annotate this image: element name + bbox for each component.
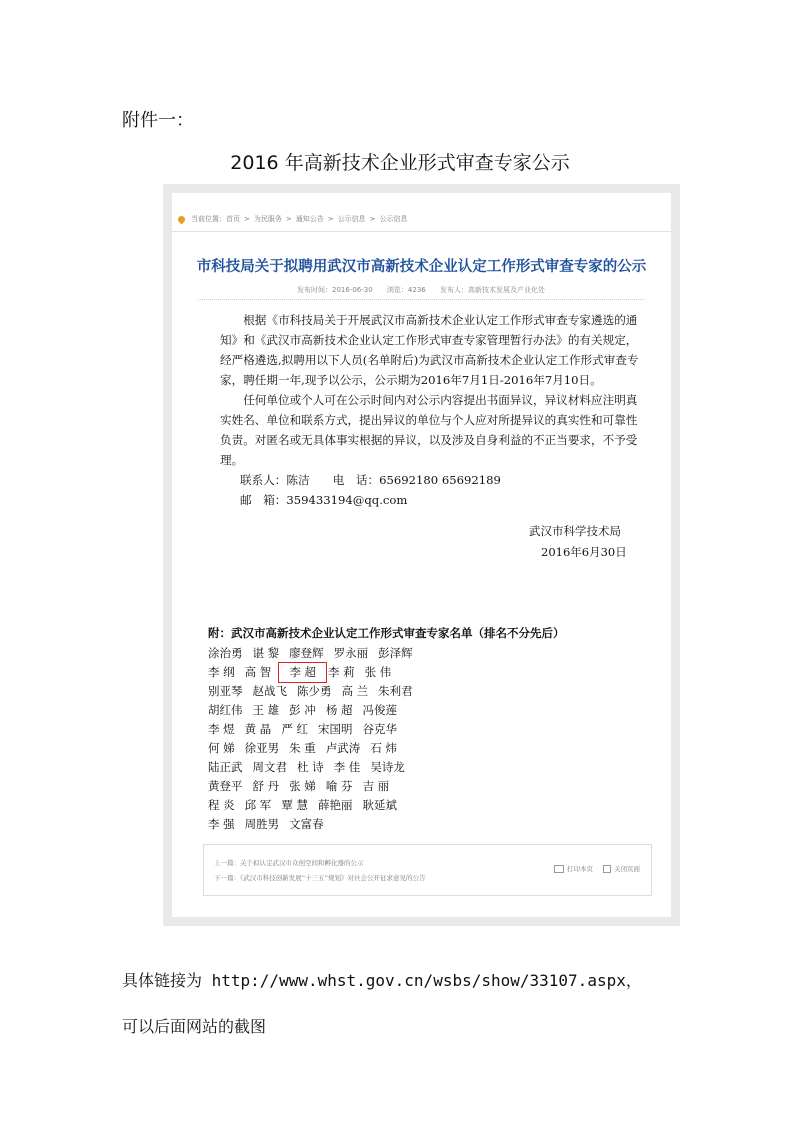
expert-name: 耿延斌 xyxy=(362,798,397,812)
expert-name: 谌 黎 xyxy=(252,646,280,660)
website-screenshot xyxy=(163,184,680,926)
expert-name: 高 智 xyxy=(244,665,272,679)
breadcrumb xyxy=(178,211,412,227)
view-count: 浏览：4236 xyxy=(386,286,426,294)
breadcrumb-separator: > xyxy=(327,215,334,223)
expert-name: 邱 军 xyxy=(244,798,272,812)
expert-name: 杨 超 xyxy=(325,703,353,717)
printer-icon xyxy=(554,865,564,873)
expert-name: 程 炎 xyxy=(208,798,235,812)
signature-org: 武汉市科学技术局 xyxy=(529,524,621,538)
next-article-link[interactable]: 下一篇：《武汉市科技创新发展“十三五”规划》对社会公开征求意见的公告 xyxy=(214,874,426,882)
name-row xyxy=(208,758,565,777)
expert-name: 吴诗龙 xyxy=(370,760,405,774)
expert-name: 张 伟 xyxy=(364,665,392,679)
expert-name: 罗永丽 xyxy=(333,646,369,660)
page-actions xyxy=(554,864,640,873)
highlighted-name: 李 超 xyxy=(279,663,326,682)
breadcrumb-item: 公示信息 xyxy=(379,215,408,223)
breadcrumb-separator: > xyxy=(285,215,292,223)
name-row xyxy=(208,701,565,720)
expert-name: 薛艳丽 xyxy=(317,798,353,812)
expert-name: 谷克华 xyxy=(362,722,397,736)
close-icon xyxy=(603,865,611,873)
publish-date: 发布时间：2016-06-30 xyxy=(297,286,373,294)
screenshot-note: 可以后面网站的截图 xyxy=(122,1017,267,1036)
list-title: 附：武汉市高新技术企业认定工作形式审查专家名单（排名不分先后） xyxy=(208,626,565,640)
expert-name: 严 红 xyxy=(281,722,308,736)
expert-name: 石 炜 xyxy=(370,741,397,755)
expert-name: 赵战飞 xyxy=(252,684,287,698)
expert-name: 杜 诗 xyxy=(297,760,324,774)
expert-name: 廖登辉 xyxy=(289,646,324,660)
contact-line: 联系人：陈洁 电 话：65692180 65692189 xyxy=(240,473,501,487)
expert-name: 舒 丹 xyxy=(252,779,280,793)
expert-name: 黄登平 xyxy=(208,779,243,793)
expert-name: 朱 重 xyxy=(289,741,316,755)
expert-name: 彭泽辉 xyxy=(378,646,413,660)
breadcrumb-separator: > xyxy=(369,215,376,223)
expert-name: 宋国明 xyxy=(317,722,353,736)
breadcrumb-item[interactable]: 公示信息 xyxy=(337,215,366,223)
expert-name: 徐亚男 xyxy=(244,741,280,755)
print-button[interactable]: 打印本页 xyxy=(567,865,593,873)
expert-name: 陈少勇 xyxy=(297,684,332,698)
name-row xyxy=(208,644,565,663)
expert-name: 王 雄 xyxy=(252,703,280,717)
publisher: 发布人：高新技术发展及产业化处 xyxy=(439,286,545,294)
paragraph: 根据《市科技局关于开展武汉市高新技术企业认定工作形式审查专家遴选的通知》和《武汉市高新技术企业认定工作形式审查专家管理暂行办法》的有关规定，经严格遴选,拟聘用以下人员(名单附后)为武汉市高新技术企业认定工作形式审查专家，聘任期一年,现予以公示，公示期为2016年7月1日-2016年7月10日。 xyxy=(220,313,639,387)
expert-name: 李 纲 xyxy=(208,665,235,679)
expert-name: 陆正武 xyxy=(208,760,243,774)
expert-name: 朱利君 xyxy=(378,684,413,698)
breadcrumb-item[interactable]: 为民服务 xyxy=(253,215,282,223)
notice-body xyxy=(220,310,640,510)
document-title: 2016 年高新技术企业形式审查专家公示 xyxy=(230,152,570,174)
expert-name: 李 莉 xyxy=(327,665,355,679)
expert-name: 覃 慧 xyxy=(281,798,308,812)
expert-name: 何 娣 xyxy=(208,741,235,755)
expert-name: 别亚琴 xyxy=(208,684,243,698)
name-row xyxy=(208,796,565,815)
divider xyxy=(198,299,645,300)
expert-list xyxy=(208,625,565,834)
prev-article-link[interactable]: 上一篇：关于拟认定武汉市众创空间和孵化器的公示 xyxy=(214,859,364,867)
expert-name: 黄 晶 xyxy=(244,722,272,736)
expert-name: 张 娣 xyxy=(289,779,316,793)
expert-name: 文富春 xyxy=(289,817,324,831)
annex-label: 附件一： xyxy=(122,110,194,131)
name-rows xyxy=(208,644,565,834)
expert-name: 周胜男 xyxy=(244,817,280,831)
name-row xyxy=(208,815,565,834)
expert-name: 周文君 xyxy=(252,760,287,774)
expert-name: 卢武涛 xyxy=(325,741,361,755)
expert-name: 李 强 xyxy=(208,817,235,831)
divider xyxy=(172,231,671,232)
close-page-button[interactable]: 关闭页面 xyxy=(614,865,640,873)
name-row xyxy=(208,682,565,701)
name-row xyxy=(208,739,565,758)
notice-title: 市科技局关于拟聘用武汉市高新技术企业认定工作形式审查专家的公示 xyxy=(196,259,647,275)
notice-page xyxy=(172,193,671,917)
link-text: 具体链接为 http://www.whst.gov.cn/wsbs/show/33107.aspx， xyxy=(122,971,642,990)
email-line: 邮 箱：359433194@qq.com xyxy=(240,493,408,507)
expert-name: 涂治勇 xyxy=(208,646,243,660)
expert-name: 李 煜 xyxy=(208,722,235,736)
name-row xyxy=(208,720,565,739)
paragraph: 任何单位或个人可在公示时间内对公示内容提出书面异议，异议材料应注明真实姓名、单位和联系方式，提出异议的单位与个人应对所提异议的真实性和可靠性负责。对匿名或无具体事实根据的异议，以及涉及自身利益的不正当要求，不予受理。 xyxy=(220,393,638,467)
signature-date: 2016年6月30日 xyxy=(541,545,627,559)
name-row xyxy=(208,663,565,682)
expert-name: 高 兰 xyxy=(341,684,369,698)
name-row xyxy=(208,777,565,796)
breadcrumb-separator: > xyxy=(244,215,250,223)
notice-meta xyxy=(297,285,557,295)
breadcrumb-item[interactable]: 通知公告 xyxy=(295,215,324,223)
location-pin-icon xyxy=(177,214,187,224)
expert-name: 李 佳 xyxy=(333,760,361,774)
expert-name: 胡红伟 xyxy=(208,703,243,717)
expert-name: 冯俊莲 xyxy=(362,703,397,717)
article-nav xyxy=(203,844,652,896)
breadcrumb-item[interactable]: 当前位置：首页 xyxy=(191,215,240,223)
expert-name: 吉 丽 xyxy=(362,779,390,793)
expert-name: 喻 芬 xyxy=(325,779,353,793)
expert-name: 彭 冲 xyxy=(289,703,316,717)
